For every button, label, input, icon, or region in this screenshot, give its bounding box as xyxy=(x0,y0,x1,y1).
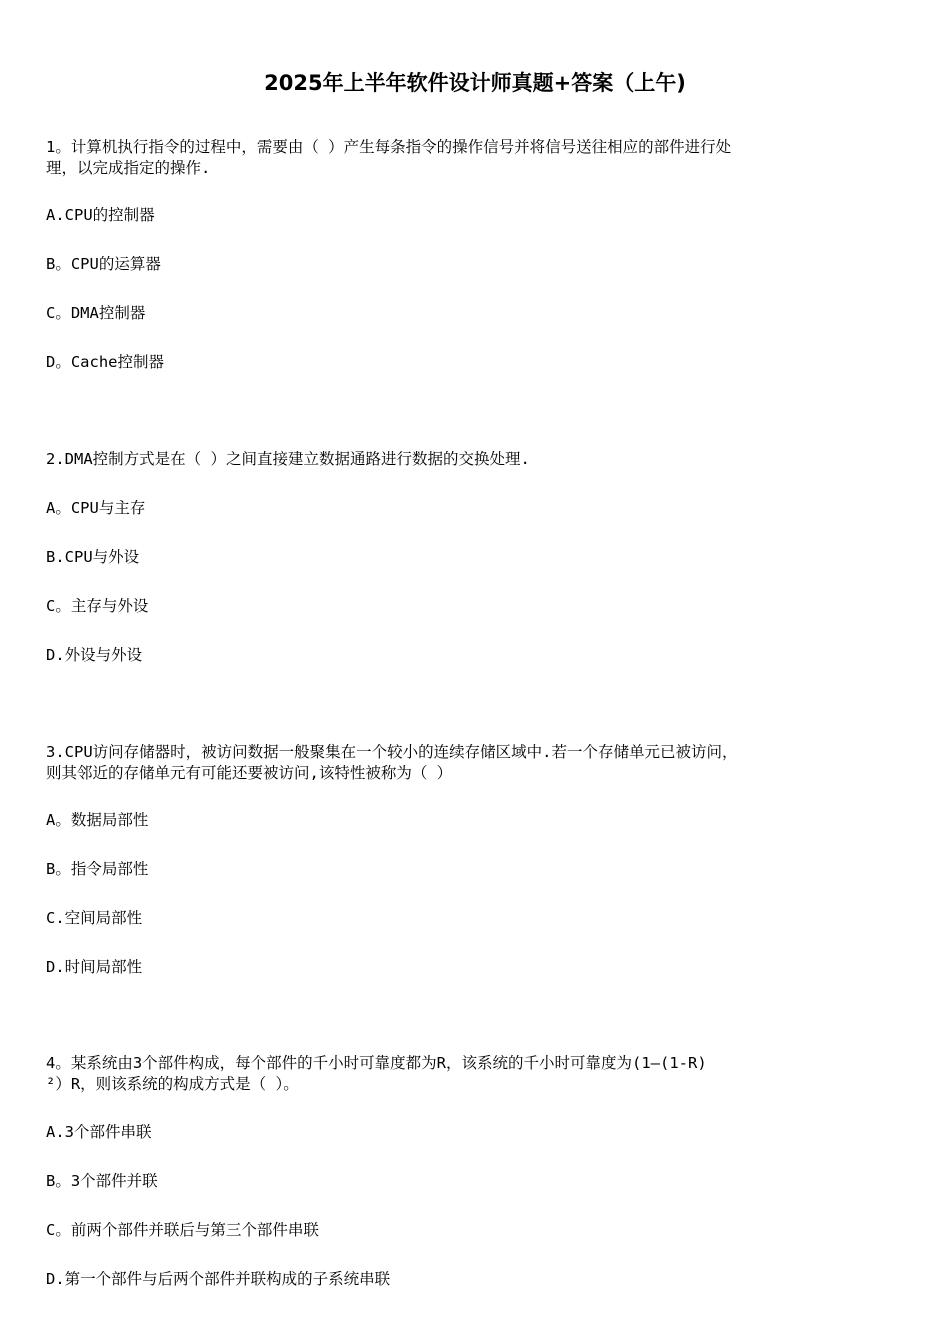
question-4-option-b: B。3个部件并联 xyxy=(46,1172,158,1190)
question-1-option-a: A.CPU的控制器 xyxy=(46,206,155,224)
question-1-option-c: C。DMA控制器 xyxy=(46,304,146,322)
question-1-stem-line-1: 1。计算机执行指令的过程中，需要由（ ）产生每条指令的操作信号并将信号送往相应的部件进行处 xyxy=(46,138,732,156)
question-1-stem-line-2: 理，以完成指定的操作. xyxy=(46,159,211,177)
question-1-option-b: B。CPU的运算器 xyxy=(46,255,161,273)
question-3-option-d: D.时间局部性 xyxy=(46,958,143,976)
question-2-option-d: D.外设与外设 xyxy=(46,646,143,664)
question-4-stem-line-2: ²）R，则该系统的构成方式是（ ）。 xyxy=(46,1075,299,1093)
document-title: 2025年上半年软件设计师真题+答案（上午) xyxy=(264,71,686,95)
question-3-option-c: C.空间局部性 xyxy=(46,909,143,927)
question-4-option-d: D.第一个部件与后两个部件并联构成的子系统串联 xyxy=(46,1270,391,1288)
question-3-option-a: A。数据局部性 xyxy=(46,811,149,829)
question-3-option-b: B。指令局部性 xyxy=(46,860,149,878)
question-2-option-c: C。主存与外设 xyxy=(46,597,149,615)
question-4-option-a: A.3个部件串联 xyxy=(46,1123,152,1141)
question-2-option-b: B.CPU与外设 xyxy=(46,548,140,566)
question-2-stem: 2.DMA控制方式是在（ ）之间直接建立数据通路进行数据的交换处理. xyxy=(46,450,530,468)
question-4-stem-line-1: 4。某系统由3个部件构成，每个部件的千小时可靠度都为R，该系统的千小时可靠度为(1—(1-R) xyxy=(46,1054,707,1072)
question-3-stem-line-1: 3.CPU访问存储器时，被访问数据一般聚集在一个较小的连续存储区域中.若一个存储单元已被访问， xyxy=(46,743,738,761)
question-3-stem-line-2: 则其邻近的存储单元有可能还要被访问,该特性被称为（ ） xyxy=(46,764,453,782)
question-4-option-c: C。前两个部件并联后与第三个部件串联 xyxy=(46,1221,319,1239)
question-1-option-d: D。Cache控制器 xyxy=(46,353,164,371)
question-2-option-a: A。CPU与主存 xyxy=(46,499,146,517)
